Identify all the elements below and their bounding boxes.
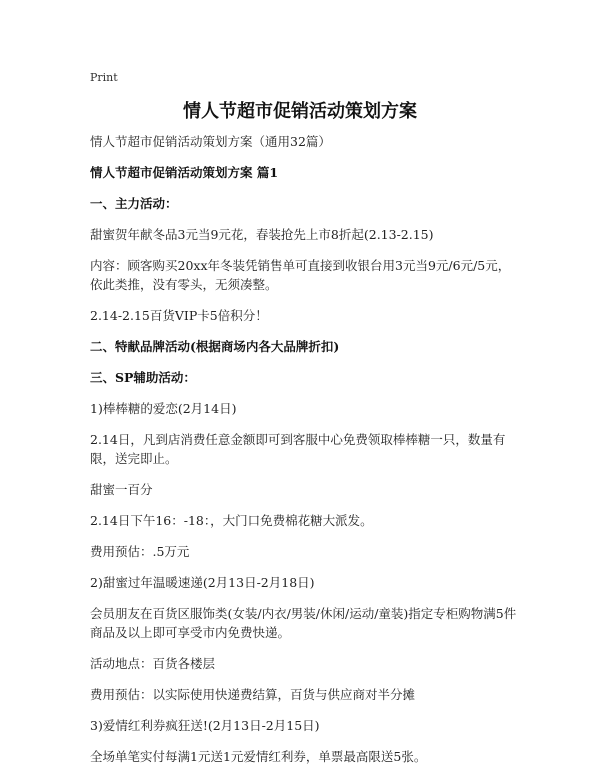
paragraph: 甜蜜贺年献冬品3元当9元花，春装抢先上市8折起(2.13-2.15)	[90, 227, 434, 242]
section-heading: 二、特献品牌活动(根据商场内各大品牌折扣)	[90, 339, 340, 354]
print-label: Print	[90, 71, 118, 84]
paragraph: 全场单笔实付每满1元送1元爱情红利券，单票最高限送5张。	[90, 749, 427, 764]
paragraph: 情人节超市促销活动策划方案（通用32篇）	[90, 134, 331, 149]
paragraph: 2.14日，凡到店消费任意金额即可到客服中心免费领取棒棒糖一只，数量有限，送完即止。	[90, 432, 506, 466]
paragraph: 内容：顾客购买20xx年冬装凭销售单可直接到收银台用3元当9元/6元/5元，依此类推，没有零头，无须凑整。	[90, 258, 511, 292]
paragraph: 活动地点：百货各楼层	[90, 656, 216, 671]
paragraph: 甜蜜一百分	[90, 482, 153, 497]
paragraph: 3)爱情红利券疯狂送!(2月13日-2月15日)	[90, 718, 320, 733]
paragraph: 会员朋友在百货区服饰类(女装/内衣/男装/休闲/运动/童装)指定专柜购物满5件商品及以上即可享受市内免费快递。	[90, 606, 517, 640]
document-body	[90, 132, 520, 778]
section-heading: 一、主力活动：	[90, 196, 178, 211]
section-heading: 三、SP辅助活动：	[90, 370, 196, 385]
paragraph: 2)甜蜜过年温暖速递(2月13日-2月18日)	[90, 575, 315, 590]
paragraph: 2.14日下午16：-18：，大门口免费棉花糖大派发。	[90, 513, 373, 528]
paragraph: 费用预估：.5万元	[90, 544, 190, 559]
paragraph: 2.14-2.15百货VIP卡5倍积分！	[90, 308, 268, 323]
paragraph: 1)棒棒糖的爱恋(2月14日)	[90, 401, 237, 416]
paragraph: 费用预估：以实际使用快递费结算，百货与供应商对半分摊	[90, 687, 416, 702]
document-title: 情人节超市促销活动策划方案	[183, 101, 417, 122]
section-heading: 情人节超市促销活动策划方案 篇1	[90, 165, 279, 180]
